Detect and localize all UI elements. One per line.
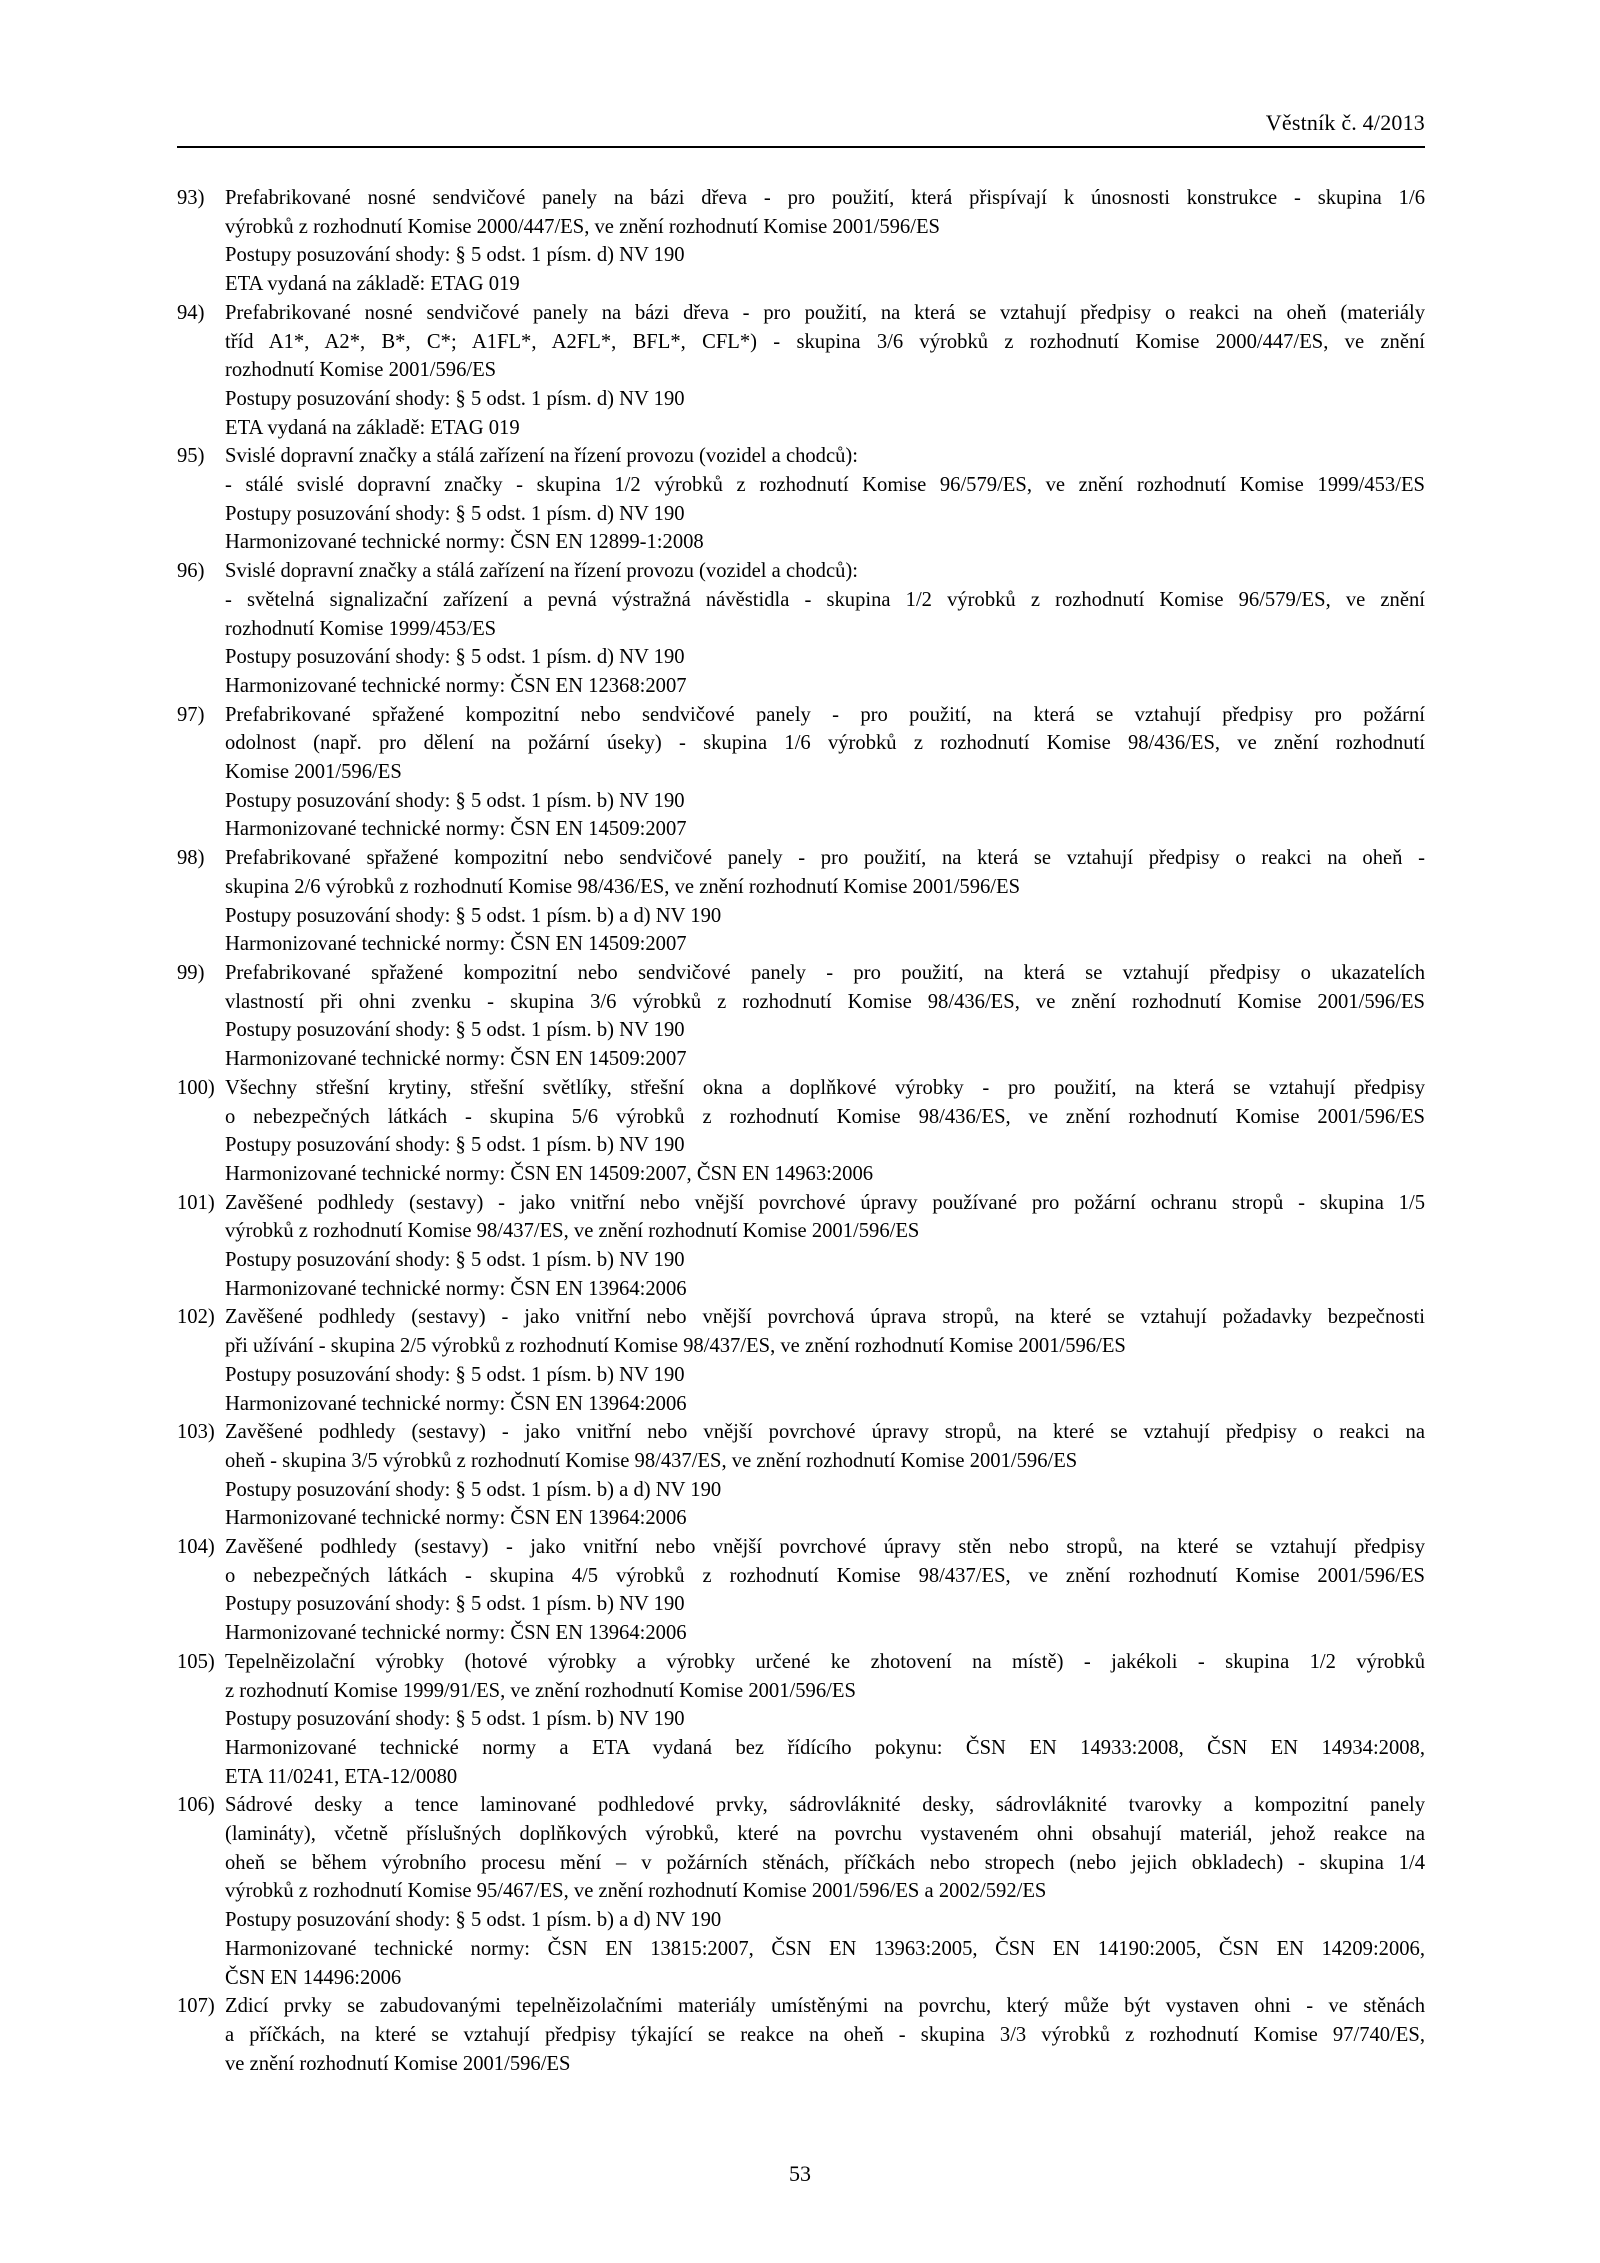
item-number: 102) [177,1306,215,1329]
item-text-line: Postupy posuzování shody: § 5 odst. 1 písm. b) a d) NV 190 [225,1909,722,1932]
item-number: 93) [177,187,205,209]
item-text-line: Zavěšené podhledy (sestavy) - jako vnitřní nebo vnější povrchová úprava stropů, na které se vztahují požadavky bezpečnosti [225,1306,1425,1329]
item-text-line: ČSN EN 14496:2006 [225,1966,402,1989]
item-text-line: Svislé dopravní značky a stálá zařízení na řízení provozu (vozidel a chodců): [225,445,858,468]
item-text-line: Harmonizované technické normy: ČSN EN 14509:2007, ČSN EN 14963:2006 [225,1162,874,1185]
journal-title: Věstník č. 4/2013 [1265,110,1425,135]
item-text-line: Prefabrikované spřažené kompozitní nebo sendvičové panely - pro použití, na která se vztahují předpisy o reakci na oheň - [225,847,1425,870]
item-text-line: Postupy posuzování shody: § 5 odst. 1 písm. b) a d) NV 190 [225,904,722,927]
item-text-line: Harmonizované technické normy: ČSN EN 13964:2006 [225,1277,687,1300]
item-text-line: z rozhodnutí Komise 1999/91/ES, ve znění rozhodnutí Komise 2001/596/ES [225,1679,856,1702]
item-text-line: Prefabrikované spřažené kompozitní nebo sendvičové panely - pro použití, na která se vztahují předpisy o ukazatelích [225,961,1425,984]
item-text-line: Prefabrikované spřažené kompozitní nebo sendvičové panely - pro použití, na která se vztahují předpisy pro požární [225,703,1425,726]
item-text-line: o nebezpečných látkách - skupina 5/6 výrobků z rozhodnutí Komise 98/436/ES, ve znění rozhodnutí Komise 2001/596/ES [225,1105,1425,1128]
item-text-line: Zavěšené podhledy (sestavy) - jako vnitřní nebo vnější povrchové úpravy stropů, na které se vztahují předpisy o reakci na [225,1421,1425,1444]
item-text-line: Postupy posuzování shody: § 5 odst. 1 písm. b) a d) NV 190 [225,1478,722,1501]
list-item [177,557,1425,701]
item-text-line: Postupy posuzování shody: § 5 odst. 1 písm. b) NV 190 [225,1593,685,1616]
item-number: 100) [177,1076,215,1099]
item-text-line: a příčkách, na které se vztahují předpisy týkající se reakce na oheň - skupina 3/3 výrobků z rozhodnutí Komise 97/740/ES, [225,2024,1425,2046]
item-text-line: skupina 2/6 výrobků z rozhodnutí Komise 98/436/ES, ve znění rozhodnutí Komise 2001/596/ES [225,875,1021,898]
list-item [177,959,1425,1074]
item-text-line: Postupy posuzování shody: § 5 odst. 1 písm. b) NV 190 [225,1134,685,1157]
list-item [177,1533,1425,1648]
item-number: 104) [177,1536,215,1559]
list-item [177,844,1425,959]
item-text-line: Harmonizované technické normy a ETA vydaná bez řídícího pokynu: ČSN EN 14933:2008, ČSN EN 14934:2008, [225,1736,1425,1759]
item-text-line: Zavěšené podhledy (sestavy) - jako vnitřní nebo vnější povrchové úpravy stěn nebo stropů, na které se vztahují předpisy [225,1536,1425,1559]
item-text-line: Harmonizované technické normy: ČSN EN 14509:2007 [225,1048,687,1071]
item-text-line: Harmonizované technické normy: ČSN EN 13964:2006 [225,1507,687,1530]
item-text-line: oheň - skupina 3/5 výrobků z rozhodnutí Komise 98/437/ES, ve znění rozhodnutí Komise 2001/596/ES [225,1449,1078,1472]
item-text-line: o nebezpečných látkách - skupina 4/5 výrobků z rozhodnutí Komise 98/437/ES, ve znění rozhodnutí Komise 2001/596/ES [225,1564,1425,1587]
item-text-line: (lamináty), včetně příslušných doplňkových výrobků, které na povrchu vystaveném ohni obsahují materiál, jehož reakce na [225,1823,1425,1846]
item-text-line: Všechny střešní krytiny, střešní světlíky, střešní okna a doplňkové výrobky - pro použití, na která se vztahují předpisy [225,1076,1425,1099]
item-text-line: tříd A1*, A2*, B*, C*; A1FL*, A2FL*, BFL*, CFL*) - skupina 3/6 výrobků z rozhodnutí Komise 2000/447/ES, ve znění [225,330,1425,353]
item-number: 101) [177,1191,215,1214]
list-item [177,1992,1425,2078]
item-number: 97) [177,703,205,726]
item-text-line: vlastností při ohni zvenku - skupina 3/6 výrobků z rozhodnutí Komise 98/436/ES, ve znění rozhodnutí Komise 2001/596/ES [225,990,1425,1013]
item-text-line: oheň se během výrobního procesu mění – v požárních stěnách, příčkách nebo stropech (nebo jejich obkladech) - skupina 1/4 [225,1851,1425,1874]
item-text-line: Svislé dopravní značky a stálá zařízení na řízení provozu (vozidel a chodců): [225,560,858,583]
list-item [177,1074,1425,1189]
item-text-line: Harmonizované technické normy: ČSN EN 12368:2007 [225,674,687,697]
item-text-line: Harmonizované technické normy: ČSN EN 13964:2006 [225,1392,687,1415]
item-text-line: Postupy posuzování shody: § 5 odst. 1 písm. b) NV 190 [225,1249,685,1272]
item-number: 96) [177,560,205,583]
item-text-line: Postupy posuzování shody: § 5 odst. 1 písm. b) NV 190 [225,789,685,812]
item-text-line: rozhodnutí Komise 2001/596/ES [225,359,497,382]
item-text-line: výrobků z rozhodnutí Komise 98/437/ES, ve znění rozhodnutí Komise 2001/596/ES [225,1220,920,1243]
item-text-line: - světelná signalizační zařízení a pevná výstražná návěstidla - skupina 1/2 výrobků z rozhodnutí Komise 96/579/ES, ve znění [225,588,1425,611]
item-number: 98) [177,847,205,870]
list-item [177,1791,1425,1992]
item-text-line: - stálé svislé dopravní značky - skupina 1/2 výrobků z rozhodnutí Komise 96/579/ES, ve znění rozhodnutí Komise 1999/453/ES [225,474,1425,497]
document-body [177,184,1425,2078]
list-item [177,299,1425,443]
list-item [177,1648,1425,1792]
item-text-line: při užívání - skupina 2/5 výrobků z rozhodnutí Komise 98/437/ES, ve znění rozhodnutí Komise 2001/596/ES [225,1335,1126,1358]
item-text-line: ETA vydaná na základě: ETAG 019 [225,416,520,439]
item-text-line: odolnost (např. pro dělení na požární úseky) - skupina 1/6 výrobků z rozhodnutí Komise 98/436/ES, ve znění rozhodnutí [225,732,1425,755]
list-item [177,1418,1425,1533]
item-text-line: Postupy posuzování shody: § 5 odst. 1 písm. d) NV 190 [225,387,685,410]
item-number: 105) [177,1650,215,1673]
item-text-line: Postupy posuzování shody: § 5 odst. 1 písm. b) NV 190 [225,1708,685,1731]
item-text-line: Harmonizované technické normy: ČSN EN 14509:2007 [225,818,687,841]
item-text-line: Komise 2001/596/ES [225,761,402,784]
item-number: 107) [177,1995,215,2018]
item-text-line: Prefabrikované nosné sendvičové panely na bázi dřeva - pro použití, na která se vztahují předpisy o reakci na oheň (materiály [225,301,1425,324]
item-text-line: Postupy posuzování shody: § 5 odst. 1 písm. b) NV 190 [225,1363,685,1386]
item-text-line: výrobků z rozhodnutí Komise 95/467/ES, ve znění rozhodnutí Komise 2001/596/ES a 2002/592/ES [225,1880,1047,1903]
list-item [177,1303,1425,1418]
item-text-line: Harmonizované technické normy: ČSN EN 12899-1:2008 [225,531,704,554]
list-item [177,442,1425,557]
item-text-line: rozhodnutí Komise 1999/453/ES [225,617,497,640]
item-text-line: Postupy posuzování shody: § 5 odst. 1 písm. b) NV 190 [225,1019,685,1042]
item-text-line: ve znění rozhodnutí Komise 2001/596/ES [225,2052,571,2075]
page-number: 53 [789,2161,811,2186]
list-item [177,184,1425,299]
item-number: 106) [177,1794,215,1817]
item-text-line: Harmonizované technické normy: ČSN EN 14509:2007 [225,933,687,956]
item-number: 95) [177,445,205,468]
item-text-line: ETA vydaná na základě: ETAG 019 [225,273,520,296]
item-text-line: Postupy posuzování shody: § 5 odst. 1 písm. d) NV 190 [225,502,685,525]
item-text-line: Prefabrikované nosné sendvičové panely na bázi dřeva - pro použití, která přispívají k únosnosti konstrukce - skupina 1/6 [225,187,1425,209]
item-text-line: Zdicí prvky se zabudovanými tepelněizolačními materiály umístěnými na povrchu, který může být vystaven ohni - ve stěnách [225,1995,1425,2018]
item-number: 103) [177,1421,215,1444]
page-header [177,108,1425,148]
list-item [177,1189,1425,1304]
item-text-line: Harmonizované technické normy: ČSN EN 13815:2007, ČSN EN 13963:2005, ČSN EN 14190:2005, ČSN EN 14209:2006, [225,1937,1425,1960]
list-item [177,701,1425,845]
item-text-line: Postupy posuzování shody: § 5 odst. 1 písm. d) NV 190 [225,646,685,669]
item-number: 99) [177,961,205,984]
item-text-line: Zavěšené podhledy (sestavy) - jako vnitřní nebo vnější povrchové úpravy používané pro požární ochranu stropů - skupina 1/5 [225,1191,1425,1214]
item-text-line: výrobků z rozhodnutí Komise 2000/447/ES, ve znění rozhodnutí Komise 2001/596/ES [225,215,940,238]
item-text-line: Postupy posuzování shody: § 5 odst. 1 písm. d) NV 190 [225,244,685,267]
item-number: 94) [177,301,205,324]
item-text-line: Harmonizované technické normy: ČSN EN 13964:2006 [225,1622,687,1645]
item-text-line: ETA 11/0241, ETA-12/0080 [225,1765,458,1788]
item-text-line: Sádrové desky a tence laminované podhledové prvky, sádrovláknité desky, sádrovláknité tvarovky a kompozitní panely [225,1794,1425,1817]
item-text-line: Tepelněizolační výrobky (hotové výrobky a výrobky určené ke zhotovení na místě) - jakékoli - skupina 1/2 výrobků [225,1650,1425,1673]
